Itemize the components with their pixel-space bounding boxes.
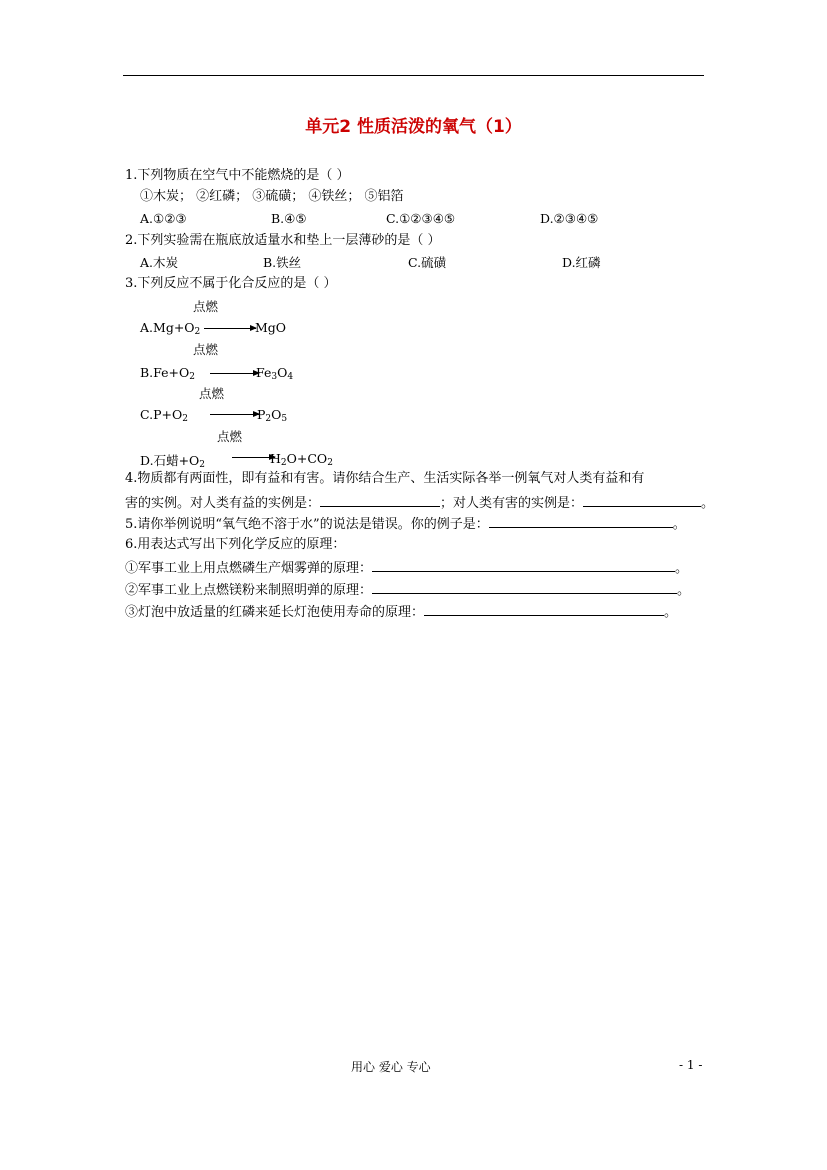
question-6-item-2: ②军事工业上点燃镁粉来制照明弹的原理： 。	[125, 583, 691, 598]
reaction-arrow	[210, 373, 259, 374]
answer-blank[interactable]	[372, 581, 677, 594]
question-2-option-a: A.木炭	[140, 255, 179, 270]
question-2-option-d: D.红磷	[562, 255, 601, 270]
question-2-stem: 2.下列实验需在瓶底放适量水和垫上一层薄砂的是（ ）	[125, 233, 441, 248]
reaction-arrow	[210, 414, 259, 415]
question-6-item-1: ①军事工业上用点燃磷生产烟雾弹的原理： 。	[125, 561, 689, 576]
answer-blank[interactable]	[424, 603, 664, 616]
question-2-option-b: B.铁丝	[263, 255, 302, 270]
reaction-condition: 点燃	[193, 299, 219, 314]
reaction-c-product: $P_2O_5$	[257, 407, 288, 424]
reaction-condition: 点燃	[193, 342, 219, 357]
answer-blank[interactable]	[320, 494, 440, 507]
page-number: - 1 -	[679, 1058, 703, 1072]
question-1-items: ①木炭； ②红磷； ③硫磺； ④铁丝； ⑤铝箔	[140, 189, 404, 204]
answer-blank[interactable]	[489, 515, 673, 528]
header-rule	[123, 75, 704, 76]
question-2-option-c: C.硫磺	[408, 255, 447, 270]
footer-motto: 用心 爱心 专心	[351, 1060, 431, 1074]
question-1-stem: 1.下列物质在空气中不能燃烧的是（ ）	[125, 168, 350, 183]
question-4-line-2: 害的实例。对人类有益的实例是： ；对人类有害的实例是： 。	[125, 496, 715, 511]
reaction-condition: 点燃	[199, 386, 225, 401]
question-6-stem: 6.用表达式写出下列化学反应的原理：	[125, 537, 346, 552]
question-1-option-a: A.①②③	[140, 211, 187, 226]
reaction-a-product: MgO	[255, 320, 287, 335]
reaction-arrow	[204, 328, 256, 329]
reaction-d: D.石蜡$+O_2$	[140, 453, 206, 470]
answer-blank[interactable]	[583, 494, 701, 507]
question-1-option-b: B.④⑤	[271, 211, 307, 226]
question-1-option-d: D.②③④⑤	[540, 211, 599, 226]
answer-blank[interactable]	[372, 559, 675, 572]
question-1-option-c: C.①②③④⑤	[386, 211, 456, 226]
question-4-line-1: 4.物质都有两面性，即有益和有害。请你结合生产、生活实际各举一例氧气对人类有益和有	[125, 471, 645, 486]
question-3-stem: 3.下列反应不属于化合反应的是（ ）	[125, 276, 337, 291]
reaction-c: $C.P+O_2$	[140, 407, 188, 424]
reaction-b-product: $Fe_3O_4$	[256, 365, 294, 382]
reaction-b: $B.Fe+O_2$	[140, 365, 196, 382]
reaction-arrow	[232, 457, 275, 458]
question-6-item-3: ③灯泡中放适量的红磷来延长灯泡使用寿命的原理： 。	[125, 605, 678, 620]
reaction-d-product: $H_2O+CO_2$	[270, 451, 333, 468]
reaction-a: $A.Mg+O_2$	[140, 320, 201, 337]
question-5: 5.请你举例说明“氧气绝不溶于水”的说法是错误。你的例子是： 。	[125, 517, 686, 532]
reaction-condition: 点燃	[217, 429, 243, 444]
page-title: 单元2 性质活泼的氧气（1）	[305, 117, 522, 137]
